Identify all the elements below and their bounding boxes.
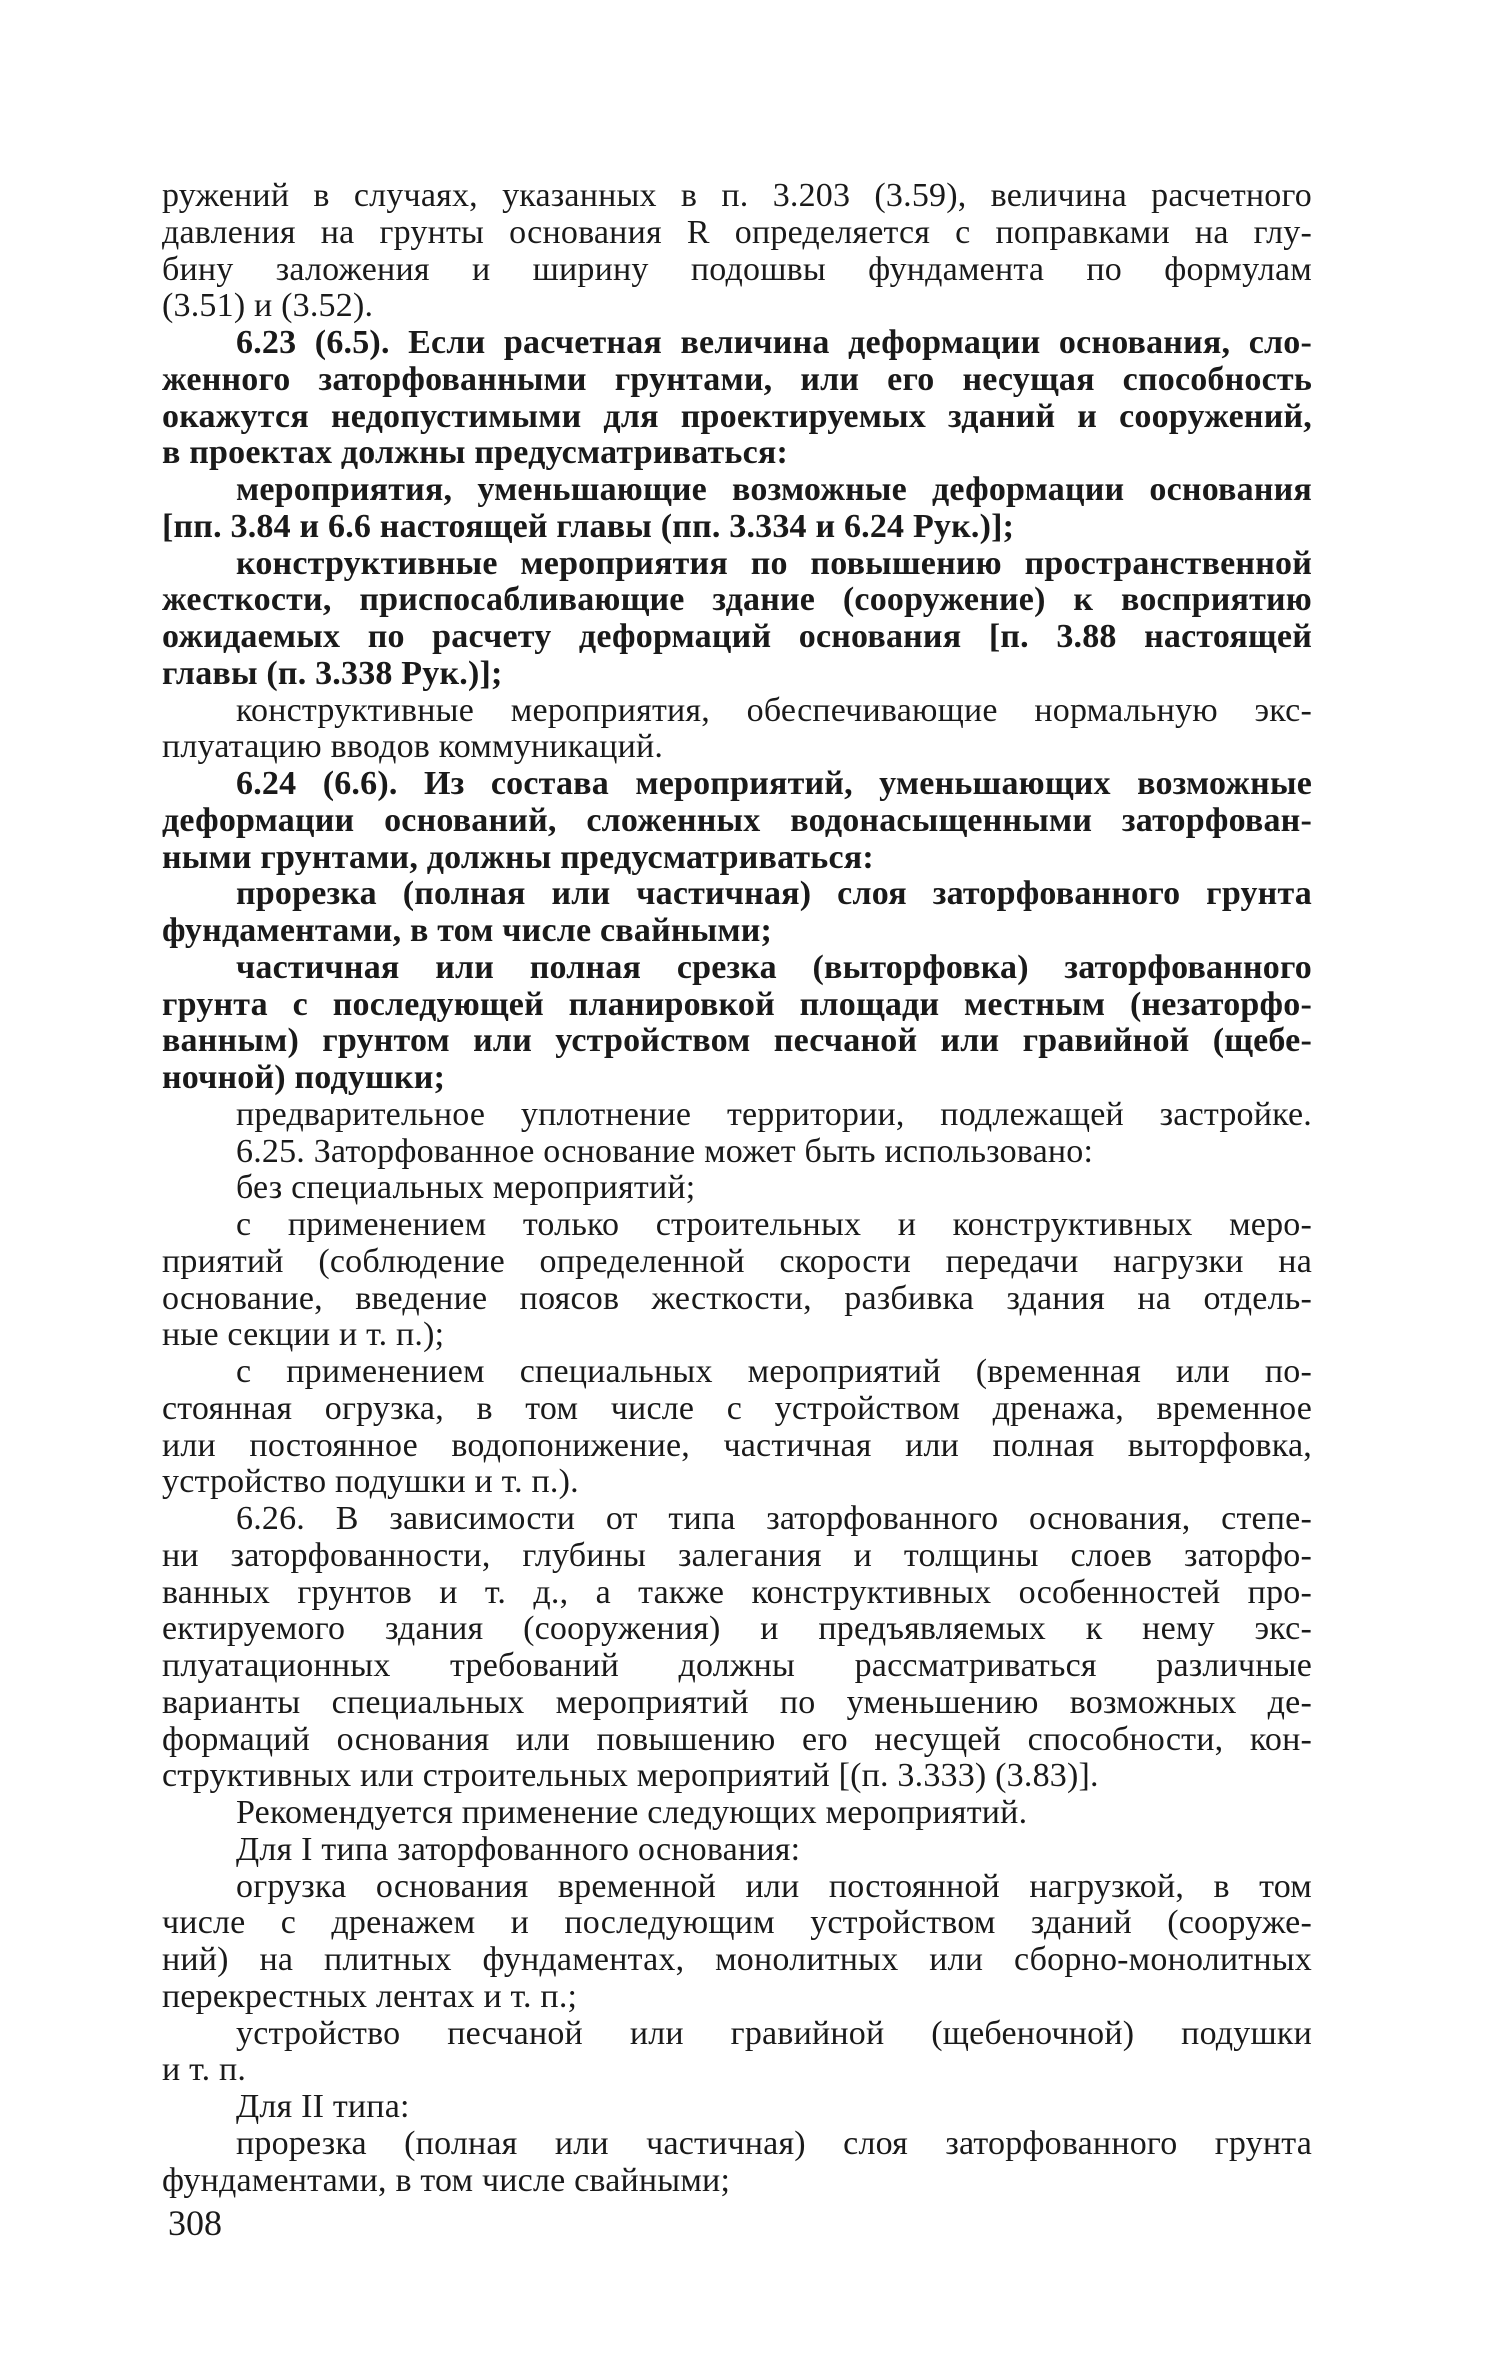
text-line: прорезка (полная или частичная) слоя заторфованного грунта bbox=[236, 2124, 1312, 2162]
text-line: ночной) подушки; bbox=[162, 1059, 446, 1096]
text-line: ружений в случаях, указанных в п. 3.203 (3.59), величина расчетного bbox=[162, 177, 1312, 214]
text-line: [пп. 3.84 и 6.6 настоящей главы (пп. 3.334 и 6.24 Рук.)]; bbox=[162, 507, 1015, 545]
text-line: Рекомендуется применение следующих мероприятий. bbox=[236, 1794, 1028, 1831]
text-line: фундаментами, в том числе свайными; bbox=[162, 912, 773, 949]
text-line: грунта с последующей планировкой площади местным (незаторфо- bbox=[162, 985, 1312, 1023]
text-line: деформации оснований, сложенных водонасыщенными заторфован- bbox=[162, 801, 1312, 839]
text-line: конструктивные мероприятия, обеспечивающие нормальную экс- bbox=[236, 691, 1312, 729]
text-line: перекрестных лентах и т. п.; bbox=[162, 1977, 578, 2015]
text-line: Для I типа заторфованного основания: bbox=[236, 1830, 801, 1868]
text-line: основание, введение поясов жесткости, разбивка здания на отдель- bbox=[162, 1279, 1312, 1317]
text-line: фундаментами, в том числе свайными; bbox=[162, 2161, 731, 2199]
text-line: ными грунтами, должны предусматриваться: bbox=[162, 838, 874, 876]
text-line: женного заторфованными грунтами, или его несущая способность bbox=[162, 360, 1312, 398]
text-line: окажутся недопустимыми для проектируемых зданий и сооружений, bbox=[162, 397, 1312, 435]
text-line: ний) на плитных фундаментах, монолитных или сборно-монолитных bbox=[162, 1941, 1312, 1978]
text-line: ни заторфованности, глубины залегания и толщины слоев заторфо- bbox=[162, 1536, 1312, 1574]
text-line: прорезка (полная или частичная) слоя заторфованного грунта bbox=[236, 875, 1312, 913]
text-line: или постоянное водопонижение, частичная или полная выторфовка, bbox=[162, 1426, 1312, 1464]
page-body bbox=[162, 178, 1312, 2199]
text-line: структивных или строительных мероприятий [(п. 3.333) (3.83)]. bbox=[162, 1757, 1099, 1795]
text-line: ожидаемых по расчету деформаций основания [п. 3.88 настоящей bbox=[162, 618, 1312, 655]
text-line: плуатационных требований должны рассматриваться различные bbox=[162, 1647, 1312, 1684]
text-line: с применением только строительных и конструктивных меро- bbox=[236, 1206, 1312, 1243]
text-line: огрузка основания временной или постоянной нагрузкой, в том bbox=[236, 1867, 1312, 1905]
text-line: главы (п. 3.338 Рук.)]; bbox=[162, 654, 503, 692]
text-line: варианты специальных мероприятий по уменьшению возможных де- bbox=[162, 1683, 1312, 1721]
text-line: ванным) грунтом или устройством песчаной или гравийной (щебе- bbox=[162, 1022, 1312, 1060]
text-line: частичная или полная срезка (выторфовка) заторфованного bbox=[236, 948, 1312, 986]
text-line: устройство подушки и т. п.). bbox=[162, 1463, 579, 1501]
text-line: 6.23 (6.5). Если расчетная величина деформации основания, сло- bbox=[236, 324, 1312, 361]
text-line: плуатацию вводов коммуникаций. bbox=[162, 728, 664, 766]
text-line: ванных грунтов и т. д., а также конструктивных особенностей про- bbox=[162, 1573, 1312, 1611]
page-number: 308 bbox=[168, 2203, 222, 2243]
text-line: давления на грунты основания R определяется с поправками на глу- bbox=[162, 213, 1312, 251]
text-line: ные секции и т. п.); bbox=[162, 1316, 445, 1354]
text-line: ектируемого здания (сооружения) и предъявляемых к нему экс- bbox=[162, 1610, 1312, 1648]
text-line: с применением специальных мероприятий (временная или по- bbox=[236, 1353, 1312, 1390]
text-line: без специальных мероприятий; bbox=[236, 1169, 696, 1207]
text-line: предварительное уплотнение территории, подлежащей застройке. bbox=[236, 1095, 1312, 1133]
text-line: 6.25. Заторфованное основание может быть использовано: bbox=[236, 1132, 1094, 1170]
text-line: стоянная огрузка, в том числе с устройством дренажа, временное bbox=[162, 1389, 1312, 1427]
text-line: 6.26. В зависимости от типа заторфованного основания, степе- bbox=[236, 1500, 1312, 1537]
text-line: (3.51) и (3.52). bbox=[162, 287, 374, 325]
text-line: и т. п. bbox=[162, 2051, 247, 2089]
text-line: формаций основания или повышению его несущей способности, кон- bbox=[162, 1720, 1312, 1758]
text-line: приятий (соблюдение определенной скорости передачи нагрузки на bbox=[162, 1242, 1312, 1280]
text-line: конструктивные мероприятия по повышению пространственной bbox=[236, 544, 1312, 582]
text-line: мероприятия, уменьшающие возможные деформации основания bbox=[236, 471, 1312, 508]
text-line: 6.24 (6.6). Из состава мероприятий, уменьшающих возможные bbox=[236, 765, 1312, 802]
text-line: бину заложения и ширину подошвы фундамента по формулам bbox=[162, 250, 1312, 288]
text-line: устройство песчаной или гравийной (щебеночной) подушки bbox=[236, 2014, 1312, 2052]
text-line: жесткости, приспосабливающие здание (сооружение) к восприятию bbox=[162, 581, 1312, 619]
text-line: в проектах должны предусматриваться: bbox=[162, 434, 788, 472]
text-line: числе с дренажем и последующим устройством зданий (сооруже- bbox=[162, 1904, 1312, 1942]
text-line: Для II типа: bbox=[236, 2088, 410, 2125]
